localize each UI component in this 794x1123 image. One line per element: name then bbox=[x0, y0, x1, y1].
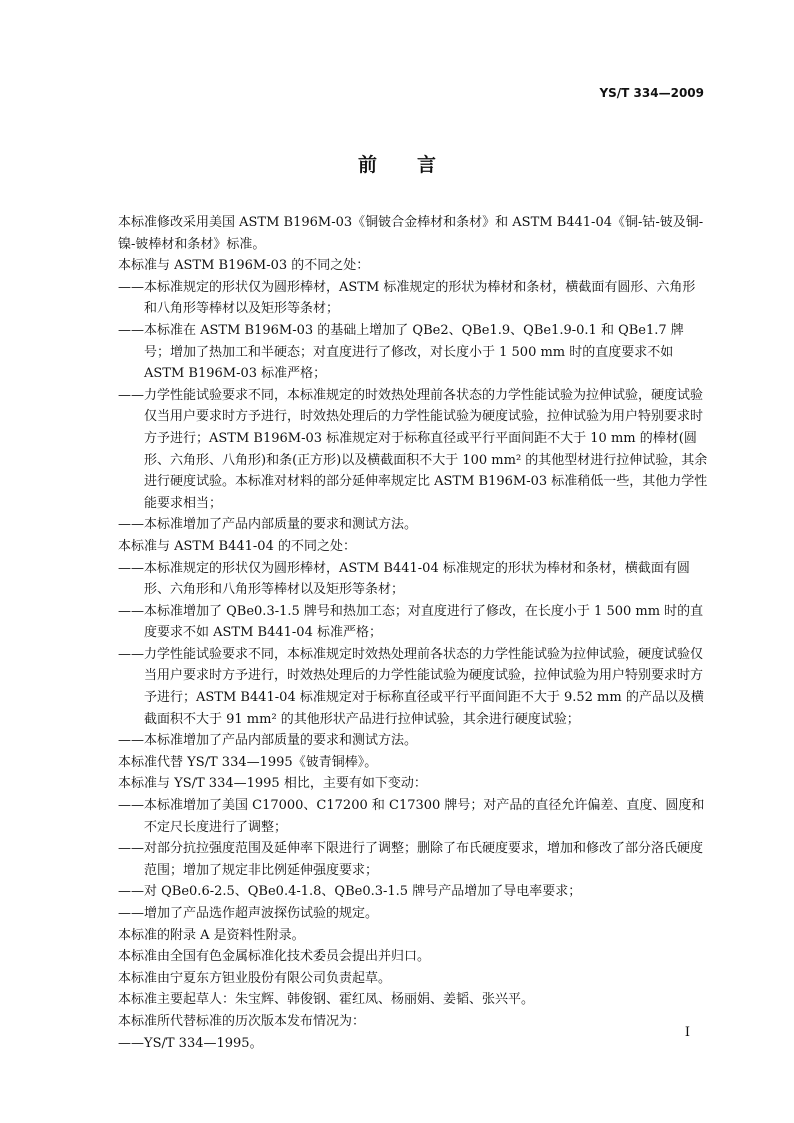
list-item: ——本标准增加了美国 C17000、C17200 和 C17300 牌号；对产品的直径允许偏差、直度、圆度和不定尺长度进行了调整； bbox=[118, 798, 705, 835]
page-number: I bbox=[684, 1025, 690, 1040]
paragraph: 本标准主要起草人：朱宝辉、韩俊钢、霍红凤、杨丽娟、姜韬、张兴平。 bbox=[118, 992, 535, 1008]
list-item: ——本标准规定的形状仅为圆形棒材，ASTM B441-04 标准规定的形状为棒材和条材，横截面有圆形、六角形和八角形等棒材以及矩形等条材； bbox=[118, 560, 690, 598]
paragraph: 本标准与 ASTM B441-04 的不同之处： bbox=[118, 538, 356, 554]
page-title: 前言 bbox=[357, 154, 476, 176]
paragraph: 本标准由全国有色金属标准化技术委员会提出并归口。 bbox=[118, 949, 431, 965]
list-item: ——力学性能试验要求不同，本标准规定的时效热处理前各状态的力学性能试验为拉伸试验，硬度试验仅当用户要求时方予进行，时效热处理后的力学性能试验为硬度试验，拉伸试验为用户特别要求时方予进行；ASTM B196M-03 标准规定对于标称直径或平行平面间距不大于 10 mm 的棒材(圆形、六角形、八角形)和条(正方形)以及横截面积不大于 100 mm² 的其他型材进行拉伸试验，其余进行硬度试验。本标准对材料的部分延伸率规定比 ASTM B196M-03 标准稍低一些，其他力学性能要求相当； bbox=[118, 387, 708, 511]
paragraph: 本标准所代替标准的历次版本发布情况为： bbox=[118, 1013, 366, 1029]
document-code: YS/T 334—2009 bbox=[599, 86, 704, 100]
list-item: ——本标准增加了 QBe0.3-1.5 牌号和热加工态；对直度进行了修改，在长度小于 1 500 mm 时的直度要求不如 ASTM B441-04 标准严格； bbox=[118, 603, 704, 641]
list-item: ——对 QBe0.6-2.5、QBe0.4-1.8、QBe0.3-1.5 牌号产品增加了导电率要求； bbox=[118, 884, 582, 900]
list-item: ——本标准增加了产品内部质量的要求和测试方法。 bbox=[118, 733, 418, 749]
list-item: ——YS/T 334—1995。 bbox=[118, 1035, 263, 1051]
list-item: ——本标准规定的形状仅为圆形棒材，ASTM 标准规定的形状为棒材和条材，横截面有圆形、六角形和八角形等棒材以及矩形等条材； bbox=[118, 279, 696, 317]
paragraph: 本标准代替 YS/T 334—1995《铍青铜棒》。 bbox=[118, 754, 378, 770]
paragraph: 本标准与 ASTM B196M-03 的不同之处： bbox=[118, 258, 370, 274]
list-item: ——增加了产品选作超声波探伤试验的规定。 bbox=[118, 906, 379, 921]
paragraph: 本标准由宁夏东方钽业股份有限公司负责起草。 bbox=[118, 970, 392, 986]
paragraph: 本标准的附录 A 是资料性附录。 bbox=[118, 927, 305, 943]
paragraph: 本标准与 YS/T 334—1995 相比，主要有如下变动： bbox=[118, 776, 427, 792]
list-item: ——力学性能试验要求不同，本标准规定时效热处理前各状态的力学性能试验为拉伸试验，硬度试验仅当用户要求时方予进行，时效热处理后的力学性能试验为硬度试验，拉伸试验为用户特别要求时方予进行；ASTM B441-04 标准规定对于标称直径或平行平面间距不大于 9.52 mm 的产品以及横截面积不大于 91 mm² 的其他形状产品进行拉伸试验，其余进行硬度试验； bbox=[118, 646, 704, 727]
foreword-body bbox=[118, 212, 708, 1054]
list-item: ——对部分抗拉强度范围及延伸率下限进行了调整；删除了布氏硬度要求，增加和修改了部分洛氏硬度范围；增加了规定非比例延伸强度要求； bbox=[118, 841, 704, 878]
list-item: ——本标准增加了产品内部质量的要求和测试方法。 bbox=[118, 517, 418, 533]
paragraph: 本标准修改采用美国 ASTM B196M-03《铜铍合金棒材和条材》和 ASTM B441-04《铜-钴-铍及铜-镍-铍棒材和条材》标准。 bbox=[118, 215, 704, 252]
list-item: ——本标准在 ASTM B196M-03 的基础上增加了 QBe2、QBe1.9、QBe1.9-0.1 和 QBe1.7 牌号；增加了热加工和半硬态；对直度进行了修改，对长度小于 1 500 mm 时的直度要求不如 ASTM B196M-03 标准严格； bbox=[118, 322, 684, 382]
